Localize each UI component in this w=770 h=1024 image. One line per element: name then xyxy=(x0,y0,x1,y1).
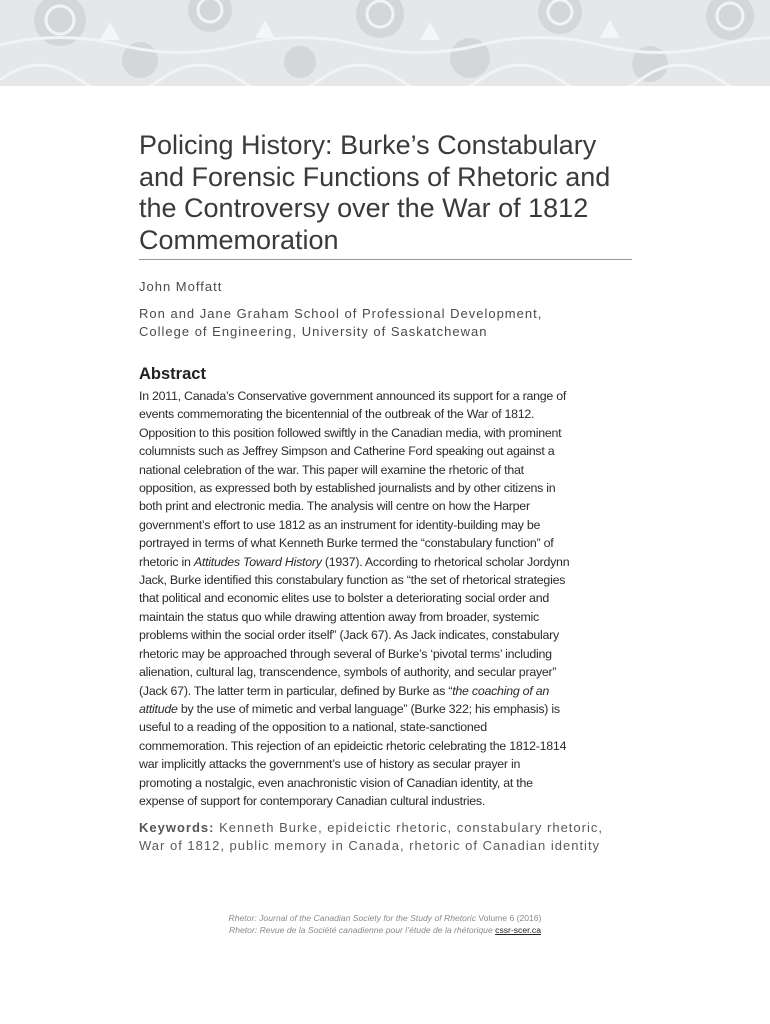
abstract-line: maintain the status quo while drawing attention away from broader, systemic xyxy=(139,609,539,624)
journal-name: Rhetor: Journal of the Canadian Society for the Study of Rhetoric xyxy=(228,913,476,923)
footer-line xyxy=(0,913,770,925)
abstract-line: national celebration of the war. This paper will examine the rhetoric of that xyxy=(139,462,524,477)
abstract-line: promoting a nostalgic, even anachronistic vision of Canadian identity, at the xyxy=(139,775,533,790)
abstract-line: government’s effort to use 1812 as an instrument for identity-building may be xyxy=(139,517,541,532)
abstract-text: (Jack 67). The latter term in particular, defined by Burke as “ xyxy=(139,683,453,698)
abstract-text: rhetoric in xyxy=(139,554,194,569)
abstract-line: problems within the social order itself” (Jack 67). As Jack indicates, constabulary xyxy=(139,628,559,643)
abstract-line: alienation, cultural lag, transcendence, symbols of authority, and secular prayer” xyxy=(139,665,557,680)
author-affiliation xyxy=(139,305,659,341)
abstract-line: Opposition to this position followed swiftly in the Canadian media, with prominent xyxy=(139,425,562,440)
abstract-line xyxy=(139,553,639,571)
abstract-line: that political and economic elites use to bolster a deteriorating social order and xyxy=(139,591,549,606)
journal-volume: Volume 6 (2016) xyxy=(476,913,542,923)
keywords-label: Keywords: xyxy=(139,820,215,835)
footer-line xyxy=(0,925,770,937)
paper-title: Policing History: Burke’s Constabulary and Forensic Functions of Rhetoric and the Controversy over the War of 1812 Commemoration xyxy=(139,130,611,255)
abstract-line: In 2011, Canada’s Conservative government announced its support for a range of xyxy=(139,389,567,403)
author-name: John Moffatt xyxy=(139,279,223,294)
abstract-line: columnists such as Jeffrey Simpson and Catherine Ford speaking out against a xyxy=(139,444,555,459)
abstract-line: both print and electronic media. The analysis will centre on how the Harper xyxy=(139,499,530,514)
book-title: Attitudes Toward History xyxy=(193,554,322,569)
banner-pattern-icon xyxy=(0,0,770,86)
emphasized-phrase: the coaching of an xyxy=(452,683,549,698)
abstract-text: by the use of mimetic and verbal language” (Burke 322; his emphasis) is xyxy=(177,701,560,716)
abstract-line: expense of support for contemporary Canadian cultural industries. xyxy=(139,793,486,808)
abstract-body xyxy=(139,387,639,810)
title-divider xyxy=(139,259,632,260)
abstract-line: portrayed in terms of what Kenneth Burke termed the “constabulary function” of xyxy=(139,536,554,551)
abstract-line: events commemorating the bicentennial of the outbreak of the War of 1812. xyxy=(139,407,535,422)
journal-footer xyxy=(0,913,770,936)
abstract-text: (1937). According to rhetorical scholar Jordynn xyxy=(321,554,570,569)
abstract-line xyxy=(139,682,639,700)
affiliation-line: College of Engineering, University of Saskatchewan xyxy=(139,324,488,339)
abstract-heading: Abstract xyxy=(139,365,206,383)
affiliation-line: Ron and Jane Graham School of Professional Development, xyxy=(139,306,543,321)
abstract-line: opposition, as expressed both by established journalists and by other citizens in xyxy=(139,481,556,496)
abstract-line xyxy=(139,700,639,718)
journal-website-link[interactable]: cssr-scer.ca xyxy=(495,924,541,935)
abstract-line: useful to a reading of the opposition to a national, state-sanctioned xyxy=(139,720,487,735)
abstract-line: rhetoric may be approached through several of Burke’s ‘pivotal terms’ including xyxy=(139,646,552,661)
keywords-text: Kenneth Burke, epideictic rhetoric, constabulary rhetoric, War of 1812, public memory in Canada, rhetoric of Canadian identity xyxy=(139,820,603,853)
keywords xyxy=(139,819,609,855)
ornamental-banner xyxy=(0,0,770,86)
emphasized-phrase: attitude xyxy=(139,701,178,716)
abstract-line: commemoration. This rejection of an epideictic rhetoric celebrating the 1812-1814 xyxy=(139,738,567,753)
journal-name-french: Rhetor: Revue de la Société canadienne pour l’étude de la rhétorique xyxy=(229,924,493,935)
abstract-line: Jack, Burke identified this constabulary function as “the set of rhetorical strategies xyxy=(139,573,566,588)
abstract-line: war implicitly attacks the government’s use of history as secular prayer in xyxy=(139,757,521,772)
